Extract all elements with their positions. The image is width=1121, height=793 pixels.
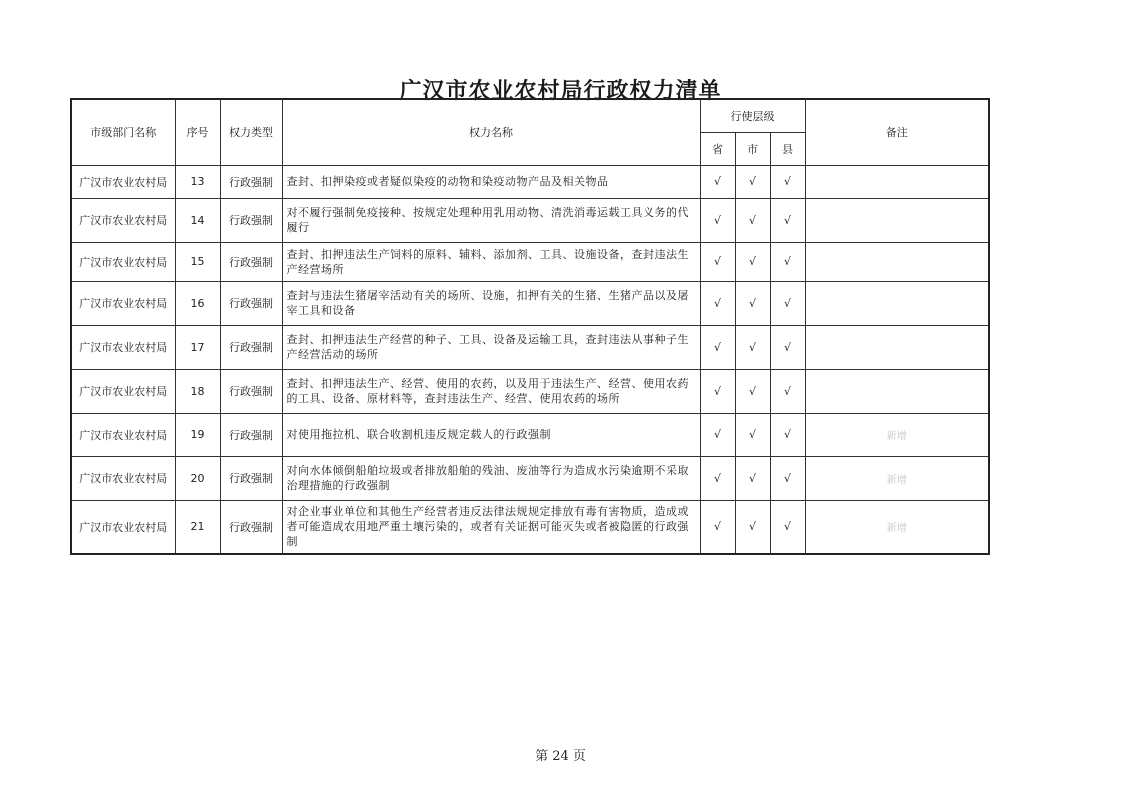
header-name: 权力名称 xyxy=(282,99,700,165)
cell-city: √ xyxy=(735,242,770,281)
cell-county: √ xyxy=(770,242,805,281)
cell-county: √ xyxy=(770,198,805,242)
cell-name: 查封、扣押违法生产、经营、使用的农药，以及用于违法生产、经营、使用农药的工具、设备、原材料等，查封违法生产、经营、使用农药的场所 xyxy=(282,369,700,413)
table-row xyxy=(71,413,989,456)
header-city: 市 xyxy=(735,132,770,165)
cell-type: 行政强制 xyxy=(220,369,282,413)
cell-seq: 17 xyxy=(175,325,220,369)
table-row xyxy=(71,325,989,369)
page-number: 第 24 页 xyxy=(535,749,586,764)
cell-province: √ xyxy=(700,369,735,413)
cell-remark: 新增 xyxy=(805,500,989,554)
cell-county: √ xyxy=(770,413,805,456)
header-county: 县 xyxy=(770,132,805,165)
cell-seq: 20 xyxy=(175,456,220,500)
cell-city: √ xyxy=(735,500,770,554)
cell-dept: 广汉市农业农村局 xyxy=(71,281,175,325)
header-seq: 序号 xyxy=(175,99,220,165)
cell-province: √ xyxy=(700,165,735,198)
cell-dept: 广汉市农业农村局 xyxy=(71,165,175,198)
cell-province: √ xyxy=(700,242,735,281)
cell-name: 查封、扣押违法生产饲料的原料、辅料、添加剂、工具、设施设备，查封违法生产经营场所 xyxy=(282,242,700,281)
header-level: 行使层级 xyxy=(700,99,805,132)
cell-type: 行政强制 xyxy=(220,242,282,281)
cell-seq: 16 xyxy=(175,281,220,325)
cell-province: √ xyxy=(700,500,735,554)
table-body xyxy=(71,165,989,554)
cell-name: 对使用拖拉机、联合收割机违反规定载人的行政强制 xyxy=(282,413,700,456)
cell-seq: 21 xyxy=(175,500,220,554)
cell-county: √ xyxy=(770,500,805,554)
cell-remark xyxy=(805,242,989,281)
cell-name: 对企业事业单位和其他生产经营者违反法律法规规定排放有毒有害物质，造成或者可能造成农用地严重土壤污染的，或者有关证据可能灭失或者被隐匿的行政强制 xyxy=(282,500,700,554)
cell-remark xyxy=(805,325,989,369)
cell-name: 对向水体倾倒船舶垃圾或者排放船舶的残油、废油等行为造成水污染逾期不采取治理措施的行政强制 xyxy=(282,456,700,500)
cell-dept: 广汉市农业农村局 xyxy=(71,198,175,242)
table-row xyxy=(71,369,989,413)
cell-type: 行政强制 xyxy=(220,198,282,242)
cell-county: √ xyxy=(770,325,805,369)
table-row xyxy=(71,242,989,281)
cell-remark xyxy=(805,198,989,242)
cell-name: 查封、扣押染疫或者疑似染疫的动物和染疫动物产品及相关物品 xyxy=(282,165,700,198)
cell-county: √ xyxy=(770,281,805,325)
cell-province: √ xyxy=(700,198,735,242)
cell-county: √ xyxy=(770,456,805,500)
cell-name: 查封与违法生猪屠宰活动有关的场所、设施，扣押有关的生猪、生猪产品以及屠宰工具和设备 xyxy=(282,281,700,325)
cell-province: √ xyxy=(700,413,735,456)
cell-city: √ xyxy=(735,456,770,500)
header-type: 权力类型 xyxy=(220,99,282,165)
cell-seq: 18 xyxy=(175,369,220,413)
cell-type: 行政强制 xyxy=(220,413,282,456)
cell-dept: 广汉市农业农村局 xyxy=(71,242,175,281)
cell-seq: 15 xyxy=(175,242,220,281)
cell-dept: 广汉市农业农村局 xyxy=(71,413,175,456)
cell-province: √ xyxy=(700,325,735,369)
cell-seq: 19 xyxy=(175,413,220,456)
cell-dept: 广汉市农业农村局 xyxy=(71,325,175,369)
cell-type: 行政强制 xyxy=(220,456,282,500)
cell-dept: 广汉市农业农村局 xyxy=(71,500,175,554)
cell-city: √ xyxy=(735,325,770,369)
cell-dept: 广汉市农业农村局 xyxy=(71,456,175,500)
cell-type: 行政强制 xyxy=(220,281,282,325)
cell-city: √ xyxy=(735,281,770,325)
cell-remark xyxy=(805,369,989,413)
header-province: 省 xyxy=(700,132,735,165)
cell-name: 对不履行强制免疫接种、按规定处理种用乳用动物、清洗消毒运载工具义务的代履行 xyxy=(282,198,700,242)
cell-remark: 新增 xyxy=(805,456,989,500)
table-row xyxy=(71,456,989,500)
cell-seq: 13 xyxy=(175,165,220,198)
cell-city: √ xyxy=(735,413,770,456)
cell-type: 行政强制 xyxy=(220,325,282,369)
table-row xyxy=(71,198,989,242)
table-row xyxy=(71,281,989,325)
header-remark: 备注 xyxy=(805,99,989,165)
table-row xyxy=(71,500,989,554)
cell-province: √ xyxy=(700,456,735,500)
page-title: 广汉市农业农村局行政权力清单 xyxy=(399,78,722,104)
cell-type: 行政强制 xyxy=(220,500,282,554)
cell-province: √ xyxy=(700,281,735,325)
cell-dept: 广汉市农业农村局 xyxy=(71,369,175,413)
cell-seq: 14 xyxy=(175,198,220,242)
cell-remark: 新增 xyxy=(805,413,989,456)
power-list-table xyxy=(70,98,990,555)
cell-remark xyxy=(805,281,989,325)
cell-county: √ xyxy=(770,369,805,413)
cell-type: 行政强制 xyxy=(220,165,282,198)
cell-remark xyxy=(805,165,989,198)
cell-city: √ xyxy=(735,198,770,242)
cell-county: √ xyxy=(770,165,805,198)
header-dept: 市级部门名称 xyxy=(71,99,175,165)
table-row xyxy=(71,165,989,198)
cell-city: √ xyxy=(735,369,770,413)
cell-city: √ xyxy=(735,165,770,198)
cell-name: 查封、扣押违法生产经营的种子、工具、设备及运输工具，查封违法从事种子生产经营活动的场所 xyxy=(282,325,700,369)
